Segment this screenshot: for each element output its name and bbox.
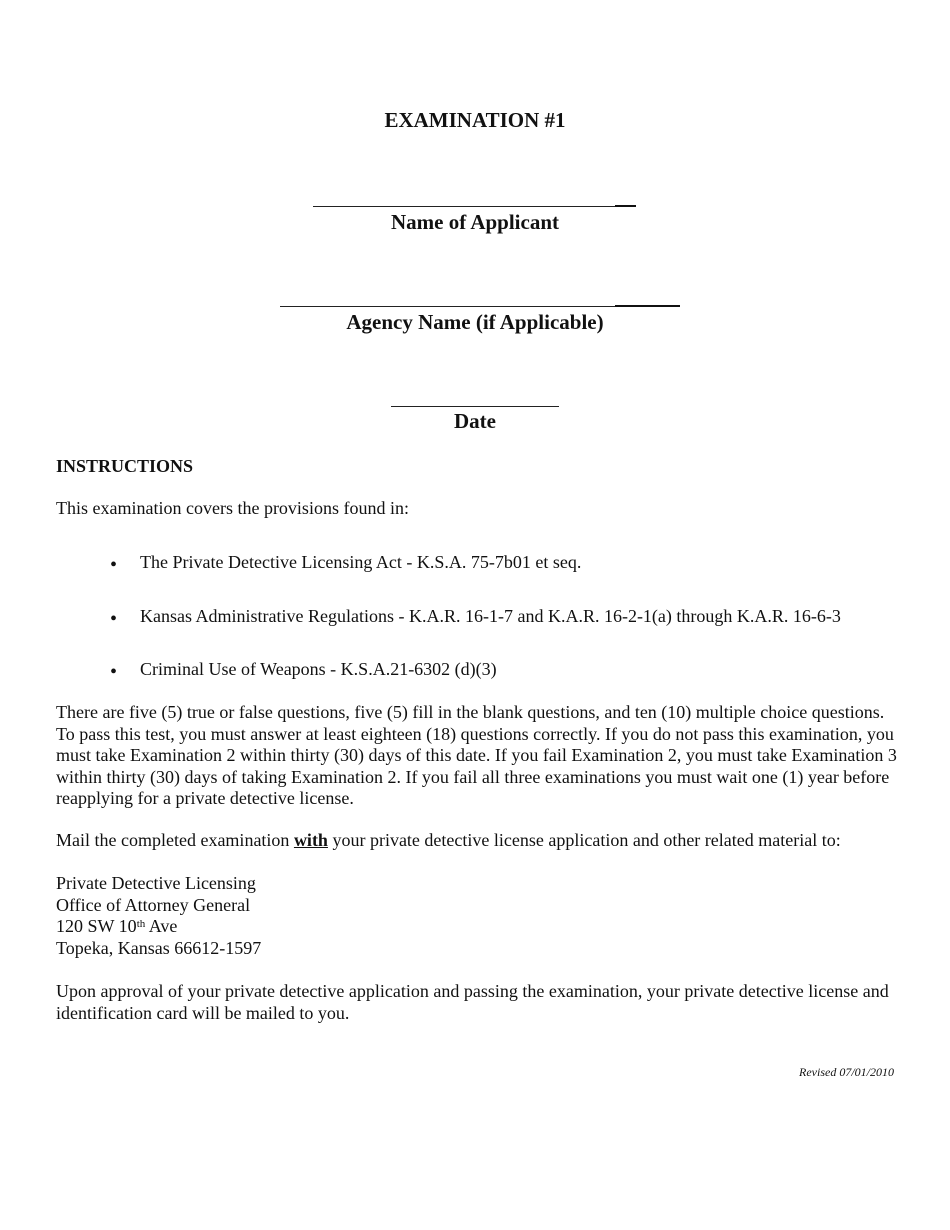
closing-paragraph: Upon approval of your private detective application and passing the examination, your private detective license and identification card will be mailed to you. bbox=[56, 981, 889, 1023]
provision-text: Kansas Administrative Regulations - K.A.R. 16-1-7 and K.A.R. 16-2-1(a) through K.A.R. 16-6-3 bbox=[140, 606, 841, 626]
agency-label: Agency Name (if Applicable) bbox=[346, 310, 604, 334]
mailing-address bbox=[56, 873, 261, 959]
address-line-4: Topeka, Kansas 66612-1597 bbox=[56, 937, 262, 958]
revision-date: Revised 07/01/2010 bbox=[799, 1065, 894, 1079]
bullet-icon: • bbox=[110, 554, 118, 576]
address-street-suffix: Ave bbox=[145, 916, 178, 936]
agency-line-thin bbox=[280, 306, 615, 307]
mail-emphasis: with bbox=[293, 830, 328, 850]
mail-instruction bbox=[56, 830, 901, 852]
mail-prefix: Mail the completed examination bbox=[56, 830, 294, 850]
applicant-line-thin bbox=[313, 206, 615, 207]
mail-suffix: your private detective license application and other related material to: bbox=[327, 830, 841, 850]
date-label: Date bbox=[454, 409, 496, 433]
provision-text: Criminal Use of Weapons - K.S.A.21-6302 (d)(3) bbox=[140, 659, 497, 679]
instructions-heading: INSTRUCTIONS bbox=[56, 456, 194, 476]
exam-title: EXAMINATION #1 bbox=[384, 108, 566, 132]
address-line-1: Private Detective Licensing bbox=[56, 873, 256, 893]
bullet-icon: • bbox=[110, 608, 118, 630]
address-line-2: Office of Attorney General bbox=[56, 894, 251, 915]
address-line-3 bbox=[56, 916, 261, 938]
applicant-line-thick bbox=[615, 205, 636, 207]
bullet-icon: • bbox=[110, 661, 118, 683]
address-street-prefix: 120 SW 10 bbox=[56, 916, 137, 936]
address-street-sup: th bbox=[136, 918, 146, 930]
date-line bbox=[391, 406, 559, 407]
agency-line-thick bbox=[615, 305, 680, 307]
provision-text: The Private Detective Licensing Act - K.S.A. 75-7b01 et seq. bbox=[140, 552, 582, 572]
exam-rules-paragraph: There are five (5) true or false questions, five (5) fill in the blank questions, and ten (10) multiple choice questions. To pass this test, you must answer at least eighteen (18) questions correctly. If you do not pass this examination, you must take Examination 2 within thirty (30) days of this date. If you fail Examination 2, you must take Examination 3 within thirty (30) days of taking Examination 2. If you fail all three examinations you must wait one (1) year before reapplying for a private detective license. bbox=[56, 702, 897, 808]
applicant-label: Name of Applicant bbox=[391, 210, 559, 234]
instructions-intro: This examination covers the provisions found in: bbox=[56, 498, 409, 518]
